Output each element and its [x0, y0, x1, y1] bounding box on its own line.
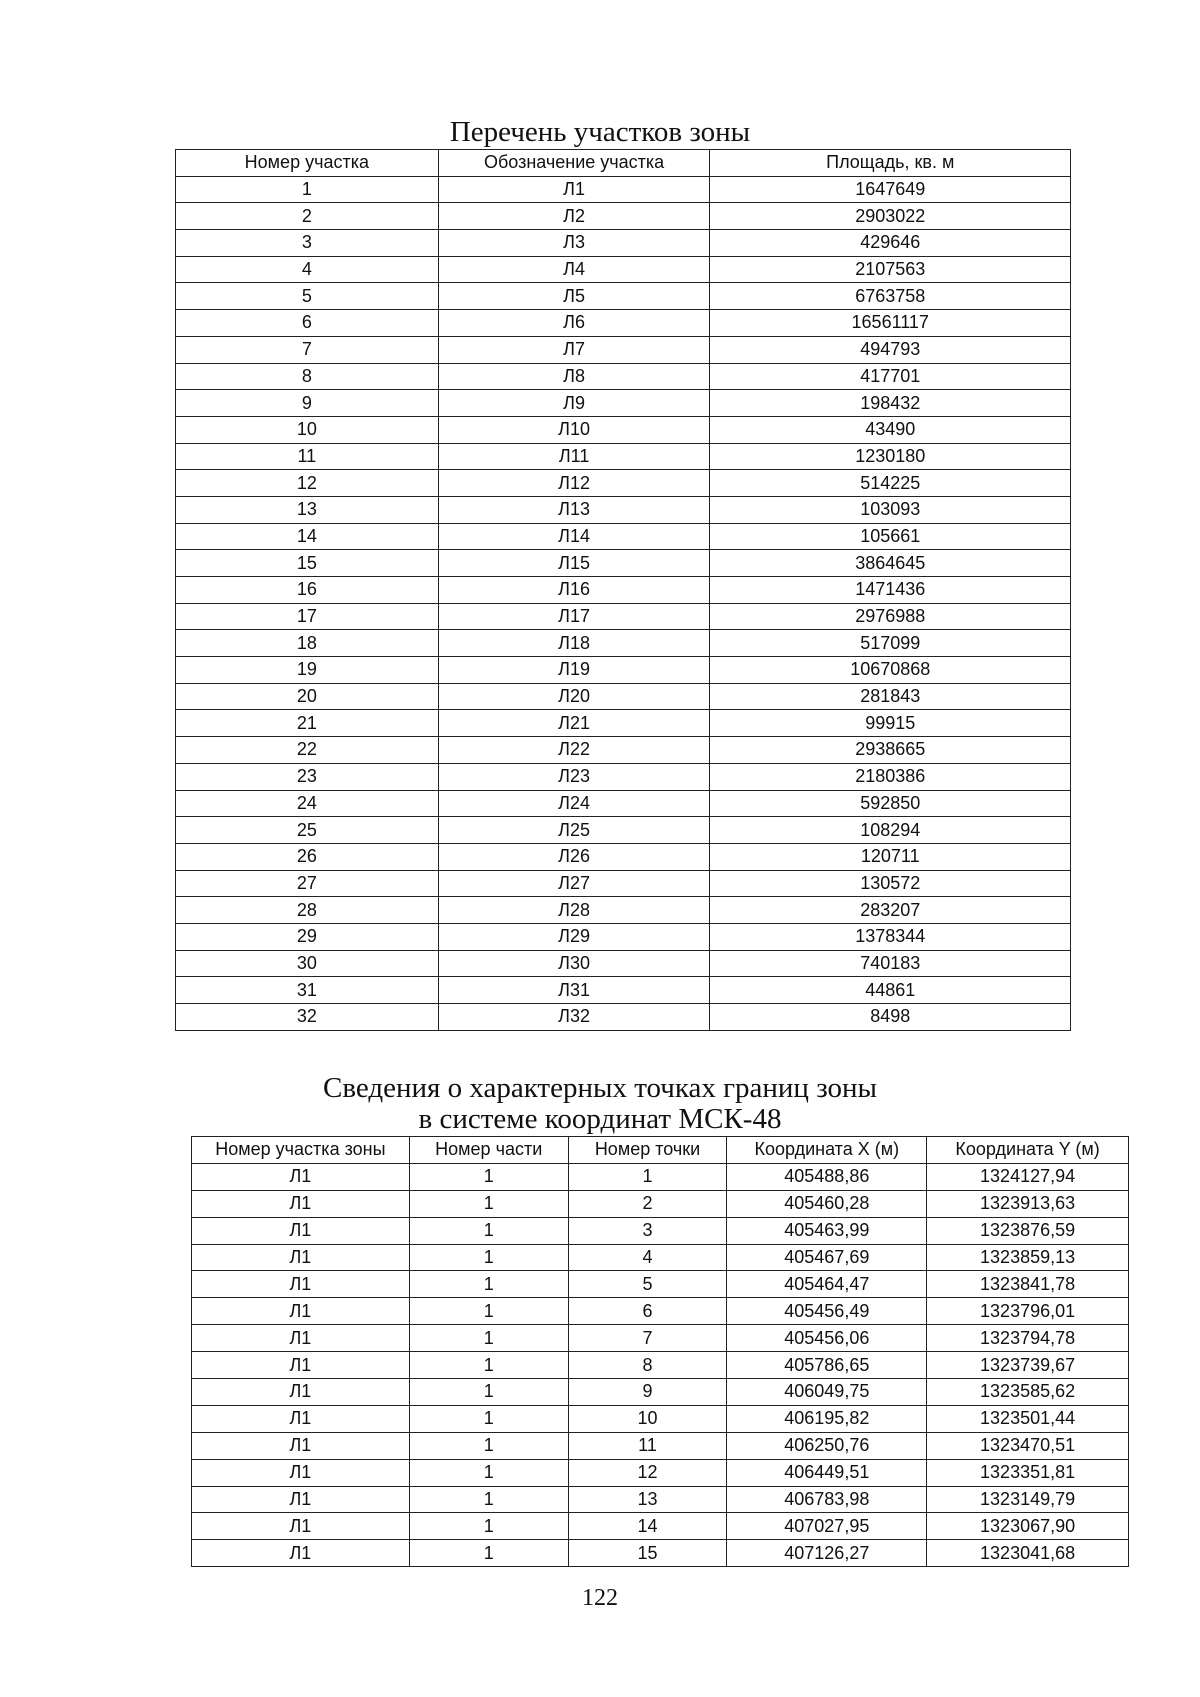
table-row [176, 977, 1071, 1004]
table-cell: 494793 [710, 336, 1071, 363]
table-cell: 13 [568, 1486, 727, 1513]
table-cell: Л14 [438, 523, 710, 550]
table-cell: Л1 [192, 1405, 410, 1432]
table-cell: 24 [176, 790, 439, 817]
table-cell: 1323796,01 [927, 1298, 1129, 1325]
table-cell: 283207 [710, 897, 1071, 924]
parcels-table [175, 149, 1071, 1031]
table-row [176, 283, 1071, 310]
table-cell: 11 [176, 443, 439, 470]
table-cell: 406449,51 [727, 1459, 927, 1486]
table-cell: 1 [176, 176, 439, 203]
table-cell: 592850 [710, 790, 1071, 817]
table-cell: 19 [176, 657, 439, 684]
table-cell: 1323859,13 [927, 1244, 1129, 1271]
table-cell: 1 [409, 1379, 568, 1406]
table-cell: Л31 [438, 977, 710, 1004]
table-cell: 3 [176, 230, 439, 257]
table-cell: 1 [409, 1190, 568, 1217]
table-cell: 2180386 [710, 763, 1071, 790]
table-cell: 417701 [710, 363, 1071, 390]
table-row [176, 763, 1071, 790]
table-cell: Л19 [438, 657, 710, 684]
column-header: Номер участка зоны [192, 1137, 410, 1164]
table-row [176, 843, 1071, 870]
table-row [176, 950, 1071, 977]
table-cell: 1378344 [710, 923, 1071, 950]
table-cell: 2976988 [710, 603, 1071, 630]
table-cell: 1323913,63 [927, 1190, 1129, 1217]
table-cell: 29 [176, 923, 439, 950]
table-row [176, 923, 1071, 950]
table-cell: 2 [176, 203, 439, 230]
table-cell: Л29 [438, 923, 710, 950]
header-row [192, 1137, 1129, 1164]
page-number: 122 [582, 1585, 618, 1611]
table-cell: Л30 [438, 950, 710, 977]
table-cell: 16 [176, 577, 439, 604]
table-cell: 1230180 [710, 443, 1071, 470]
table-cell: Л11 [438, 443, 710, 470]
table-cell: 1323501,44 [927, 1405, 1129, 1432]
table-cell: 6763758 [710, 283, 1071, 310]
table-cell: 2903022 [710, 203, 1071, 230]
table-cell: 7 [176, 336, 439, 363]
table-cell: 281843 [710, 683, 1071, 710]
table-cell: 1 [409, 1352, 568, 1379]
table-cell: 11 [568, 1432, 727, 1459]
table-cell: 1 [409, 1540, 568, 1567]
table-row [192, 1217, 1129, 1244]
table-cell: 1323841,78 [927, 1271, 1129, 1298]
table-cell: Л10 [438, 416, 710, 443]
table-cell: 28 [176, 897, 439, 924]
table-cell: 31 [176, 977, 439, 1004]
table-cell: Л17 [438, 603, 710, 630]
points-table-body [192, 1163, 1129, 1566]
table-cell: 14 [568, 1513, 727, 1540]
table-cell: 1323041,68 [927, 1540, 1129, 1567]
table-cell: 8498 [710, 1004, 1071, 1031]
table-cell: Л13 [438, 496, 710, 523]
table-row [192, 1540, 1129, 1567]
table-row [192, 1459, 1129, 1486]
table-cell: 1471436 [710, 577, 1071, 604]
table-cell: Л6 [438, 310, 710, 337]
table-cell: 3 [568, 1217, 727, 1244]
table-cell: Л16 [438, 577, 710, 604]
table-cell: 1 [409, 1298, 568, 1325]
parcels-table-header [176, 150, 1071, 177]
table-cell: Л9 [438, 390, 710, 417]
table-cell: Л1 [192, 1298, 410, 1325]
table-cell: 405460,28 [727, 1190, 927, 1217]
table-cell: 407027,95 [727, 1513, 927, 1540]
table-row [176, 336, 1071, 363]
table-cell: Л1 [192, 1190, 410, 1217]
table-cell: 405786,65 [727, 1352, 927, 1379]
table-cell: 6 [568, 1298, 727, 1325]
table-cell: Л1 [192, 1486, 410, 1513]
table-cell: 21 [176, 710, 439, 737]
table-cell: 1323351,81 [927, 1459, 1129, 1486]
table-cell: Л4 [438, 256, 710, 283]
table-cell: 405456,06 [727, 1325, 927, 1352]
table-row [192, 1163, 1129, 1190]
table-cell: Л1 [192, 1379, 410, 1406]
table-cell: Л23 [438, 763, 710, 790]
table-cell: Л8 [438, 363, 710, 390]
table-cell: Л5 [438, 283, 710, 310]
column-header: Площадь, кв. м [710, 150, 1071, 177]
parcels-table-title: Перечень участков зоны [449, 116, 751, 148]
table-row [176, 443, 1071, 470]
table-cell: Л1 [192, 1352, 410, 1379]
table-cell: 8 [568, 1352, 727, 1379]
table-cell: Л27 [438, 870, 710, 897]
table-cell: 1 [409, 1163, 568, 1190]
table-row [192, 1513, 1129, 1540]
table-cell: Л1 [192, 1325, 410, 1352]
table-row [192, 1298, 1129, 1325]
table-cell: 406250,76 [727, 1432, 927, 1459]
table-cell: 407126,27 [727, 1540, 927, 1567]
column-header: Координата X (м) [727, 1137, 927, 1164]
table-cell: 27 [176, 870, 439, 897]
header-row [176, 150, 1071, 177]
column-header: Координата Y (м) [927, 1137, 1129, 1164]
table-cell: 13 [176, 496, 439, 523]
table-cell: 740183 [710, 950, 1071, 977]
table-cell: 5 [568, 1271, 727, 1298]
table-cell: 1323067,90 [927, 1513, 1129, 1540]
table-row [176, 870, 1071, 897]
table-cell: 10 [176, 416, 439, 443]
table-cell: 514225 [710, 470, 1071, 497]
table-cell: 26 [176, 843, 439, 870]
table-cell: 517099 [710, 630, 1071, 657]
table-cell: 99915 [710, 710, 1071, 737]
table-cell: 25 [176, 817, 439, 844]
table-row [176, 390, 1071, 417]
table-row [192, 1486, 1129, 1513]
table-row [176, 683, 1071, 710]
table-cell: 16561117 [710, 310, 1071, 337]
table-cell: Л12 [438, 470, 710, 497]
table-cell: 406783,98 [727, 1486, 927, 1513]
table-cell: Л15 [438, 550, 710, 577]
table-cell: 406049,75 [727, 1379, 927, 1406]
table-cell: 15 [568, 1540, 727, 1567]
table-cell: Л1 [192, 1163, 410, 1190]
table-cell: 1323149,79 [927, 1486, 1129, 1513]
table-cell: 2938665 [710, 737, 1071, 764]
table-cell: Л1 [192, 1513, 410, 1540]
table-row [176, 230, 1071, 257]
column-header: Обозначение участка [438, 150, 710, 177]
table-cell: Л20 [438, 683, 710, 710]
table-cell: 108294 [710, 817, 1071, 844]
table-cell: 7 [568, 1325, 727, 1352]
table-row [192, 1379, 1129, 1406]
table-cell: Л7 [438, 336, 710, 363]
table-row [176, 496, 1071, 523]
table-row [176, 310, 1071, 337]
table-row [176, 737, 1071, 764]
table-cell: Л21 [438, 710, 710, 737]
table-row [192, 1352, 1129, 1379]
table-row [176, 630, 1071, 657]
table-cell: 1323470,51 [927, 1432, 1129, 1459]
table-row [176, 256, 1071, 283]
points-table-title-line1: Сведения о характерных точках границ зоны [323, 1072, 877, 1104]
table-cell: 4 [568, 1244, 727, 1271]
table-cell: 1 [409, 1513, 568, 1540]
table-cell: Л25 [438, 817, 710, 844]
table-row [192, 1190, 1129, 1217]
table-cell: 1323876,59 [927, 1217, 1129, 1244]
table-cell: 1 [409, 1432, 568, 1459]
points-table-header [192, 1137, 1129, 1164]
column-header: Номер части [409, 1137, 568, 1164]
table-cell: 4 [176, 256, 439, 283]
table-cell: Л2 [438, 203, 710, 230]
table-row [176, 657, 1071, 684]
table-cell: 10670868 [710, 657, 1071, 684]
table-cell: 9 [176, 390, 439, 417]
table-cell: 130572 [710, 870, 1071, 897]
table-cell: 43490 [710, 416, 1071, 443]
table-cell: 8 [176, 363, 439, 390]
table-cell: 1323585,62 [927, 1379, 1129, 1406]
table-cell: 15 [176, 550, 439, 577]
table-row [176, 550, 1071, 577]
table-row [176, 790, 1071, 817]
table-cell: 198432 [710, 390, 1071, 417]
table-cell: 405488,86 [727, 1163, 927, 1190]
table-cell: 3864645 [710, 550, 1071, 577]
table-cell: 1 [409, 1459, 568, 1486]
table-row [192, 1271, 1129, 1298]
table-cell: Л24 [438, 790, 710, 817]
table-cell: Л1 [192, 1244, 410, 1271]
table-cell: 105661 [710, 523, 1071, 550]
column-header: Номер участка [176, 150, 439, 177]
table-row [176, 897, 1071, 924]
table-cell: 1323739,67 [927, 1352, 1129, 1379]
table-row [176, 523, 1071, 550]
table-cell: 10 [568, 1405, 727, 1432]
table-row [192, 1325, 1129, 1352]
table-cell: 103093 [710, 496, 1071, 523]
table-cell: 18 [176, 630, 439, 657]
table-cell: 23 [176, 763, 439, 790]
table-cell: 17 [176, 603, 439, 630]
table-cell: 12 [568, 1459, 727, 1486]
table-cell: Л22 [438, 737, 710, 764]
table-row [192, 1405, 1129, 1432]
table-cell: 405463,99 [727, 1217, 927, 1244]
table-cell: Л1 [192, 1540, 410, 1567]
table-cell: Л1 [192, 1459, 410, 1486]
table-cell: Л28 [438, 897, 710, 924]
table-cell: Л1 [438, 176, 710, 203]
column-header: Номер точки [568, 1137, 727, 1164]
table-row [192, 1244, 1129, 1271]
table-cell: 1 [409, 1325, 568, 1352]
table-cell: Л26 [438, 843, 710, 870]
table-cell: Л1 [192, 1271, 410, 1298]
table-cell: 12 [176, 470, 439, 497]
parcels-table-body [176, 176, 1071, 1030]
table-row [176, 176, 1071, 203]
table-cell: 22 [176, 737, 439, 764]
table-cell: 1 [409, 1271, 568, 1298]
table-cell: 1 [409, 1217, 568, 1244]
table-cell: Л32 [438, 1004, 710, 1031]
table-row [176, 203, 1071, 230]
points-table [191, 1136, 1129, 1567]
table-cell: 1324127,94 [927, 1163, 1129, 1190]
table-cell: 120711 [710, 843, 1071, 870]
table-cell: 1647649 [710, 176, 1071, 203]
table-cell: Л3 [438, 230, 710, 257]
table-row [176, 470, 1071, 497]
table-cell: 1323794,78 [927, 1325, 1129, 1352]
table-cell: Л18 [438, 630, 710, 657]
table-cell: Л1 [192, 1432, 410, 1459]
table-cell: 1 [409, 1405, 568, 1432]
table-cell: 32 [176, 1004, 439, 1031]
table-cell: 1 [409, 1244, 568, 1271]
table-row [192, 1432, 1129, 1459]
table-row [176, 1004, 1071, 1031]
table-cell: 5 [176, 283, 439, 310]
table-cell: 405467,69 [727, 1244, 927, 1271]
table-cell: 406195,82 [727, 1405, 927, 1432]
table-cell: 9 [568, 1379, 727, 1406]
table-cell: 20 [176, 683, 439, 710]
points-table-title-line2: в системе координат МСК-48 [418, 1103, 782, 1135]
table-row [176, 603, 1071, 630]
table-row [176, 416, 1071, 443]
table-cell: Л1 [192, 1217, 410, 1244]
table-row [176, 363, 1071, 390]
table-cell: 6 [176, 310, 439, 337]
table-row [176, 710, 1071, 737]
table-cell: 14 [176, 523, 439, 550]
table-cell: 30 [176, 950, 439, 977]
table-cell: 2107563 [710, 256, 1071, 283]
table-cell: 1 [568, 1163, 727, 1190]
table-cell: 2 [568, 1190, 727, 1217]
table-row [176, 817, 1071, 844]
table-cell: 44861 [710, 977, 1071, 1004]
table-cell: 1 [409, 1486, 568, 1513]
table-row [176, 577, 1071, 604]
table-cell: 429646 [710, 230, 1071, 257]
table-cell: 405464,47 [727, 1271, 927, 1298]
table-cell: 405456,49 [727, 1298, 927, 1325]
